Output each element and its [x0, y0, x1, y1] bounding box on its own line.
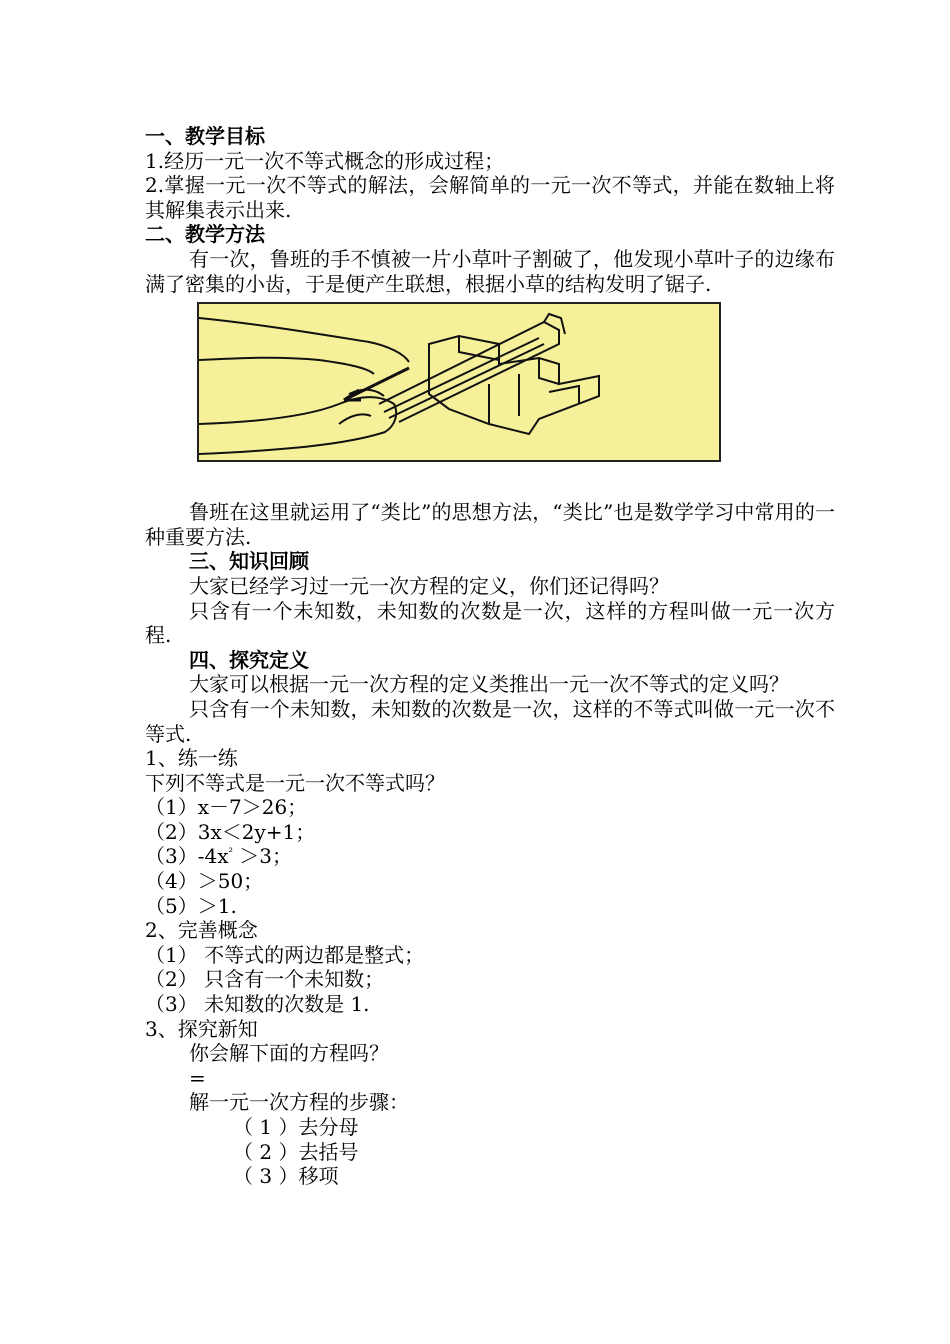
paragraph-luban-story: 有一次，鲁班的手不慎被一片小草叶子割破了，他发现小草叶子的边缘布满了密集的小齿，于是便产生联想，根据小草的结构发明了锯子.	[145, 246, 835, 296]
section-heading-explore: 四、探究定义	[189, 647, 309, 672]
section-heading-method: 二、教学方法	[145, 222, 265, 247]
practice-item-4: （4）＞50；	[145, 869, 264, 894]
concept-item-3: （3） 未知数的次数是 1.	[145, 992, 370, 1017]
explore-q: 你会解下面的方程吗？	[189, 1041, 389, 1066]
review-definition: 只含有一个未知数，未知数的次数是一次，这样的方程叫做一元一次方程.	[145, 598, 835, 648]
section-heading-review: 三、知识回顾	[189, 549, 309, 574]
practice-item-5: （5）＞1.	[145, 893, 237, 918]
document-page	[145, 124, 835, 1189]
concept-item-1: （1） 不等式的两边都是整式；	[145, 942, 425, 967]
review-question: 大家已经学习过一元一次方程的定义，你们还记得吗？	[189, 573, 669, 598]
concept-title: 2、完善概念	[145, 918, 258, 943]
explore-title: 3、探究新知	[145, 1016, 258, 1041]
paragraph-analogy: 鲁班在这里就运用了“类比”的思想方法，“类比”也是数学学习中常用的一种重要方法.	[145, 500, 835, 549]
step-2: （ 2 ）去括号	[233, 1139, 359, 1164]
goal-2: 2.掌握一元一次不等式的解法，会解简单的一元一次不等式，并能在数轴上将其解集表示出来.	[145, 173, 835, 222]
goal-1: 1.经历一元一次不等式概念的形成过程；	[145, 148, 505, 173]
practice-question: 下列不等式是一元一次不等式吗？	[145, 770, 445, 795]
section-heading-goals: 一、教学目标	[145, 124, 265, 148]
explore-question: 大家可以根据一元一次方程的定义类推出一元一次不等式的定义吗？	[189, 672, 789, 697]
practice-item-2: （2）3x＜2y+1；	[145, 819, 316, 844]
equation: =	[189, 1065, 206, 1090]
concept-item-2: （2） 只含有一个未知数；	[145, 967, 385, 992]
inequality-definition: 只含有一个未知数，未知数的次数是一次，这样的不等式叫做一元一次不等式.	[145, 696, 835, 746]
practice-title: 1、练一练	[145, 746, 238, 771]
step-1: （ 1 ）去分母	[233, 1115, 359, 1139]
practice-item-1: （1）x－7＞26；	[145, 795, 308, 820]
saw-illustration	[197, 302, 721, 462]
step-3: （ 3 ）移项	[233, 1164, 339, 1189]
practice-item-3: $(3)-4x^{^2} >3$；	[145, 844, 293, 869]
steps-title: 解一元一次方程的步骤：	[189, 1090, 409, 1115]
hand-saw-drawing	[199, 304, 719, 460]
